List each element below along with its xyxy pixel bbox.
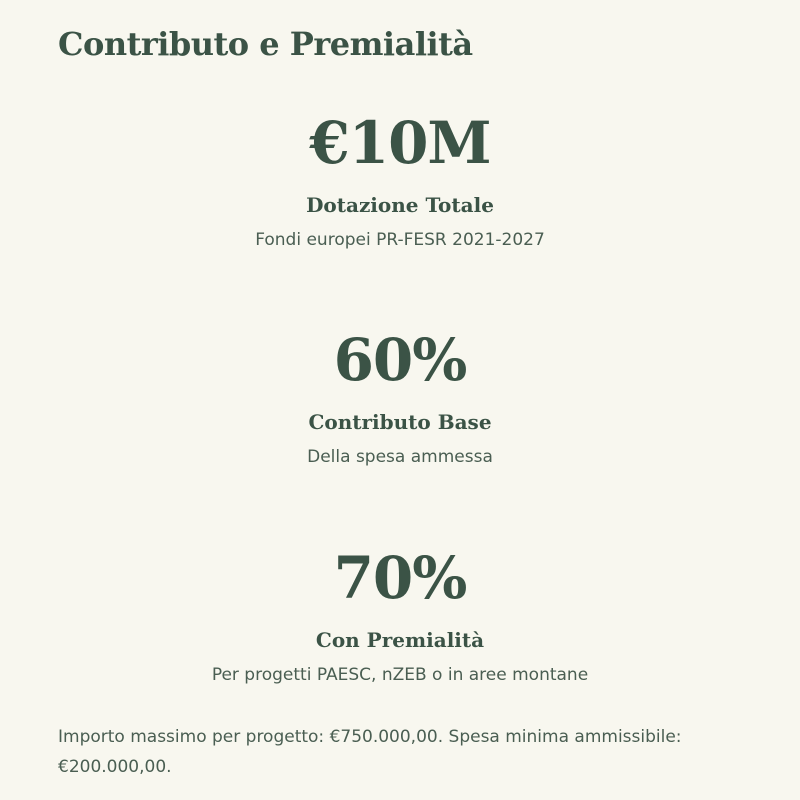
funding-limits-note: Importo massimo per progetto: €750.000,00. Spesa minima ammissibile: €200.000,00.	[58, 727, 682, 777]
stat-base-contribution	[0, 325, 800, 469]
stat-value: 60%	[333, 326, 467, 394]
stat-description: Fondi europei PR-FESR 2021-2027	[255, 230, 545, 250]
stat-label: Contributo Base	[308, 410, 492, 434]
stat-value: €10M	[309, 109, 491, 177]
stat-description: Per progetti PAESC, nZEB o in aree montane	[211, 665, 589, 685]
section-title: Contributo e Premialità	[58, 25, 473, 63]
stat-label: Con Premialità	[315, 628, 485, 652]
stat-total-budget	[0, 108, 800, 252]
stat-value: 70%	[333, 544, 467, 612]
stat-bonus-contribution	[0, 543, 800, 687]
stat-label: Dotazione Totale	[306, 193, 494, 217]
stat-description: Della spesa ammessa	[307, 447, 493, 467]
